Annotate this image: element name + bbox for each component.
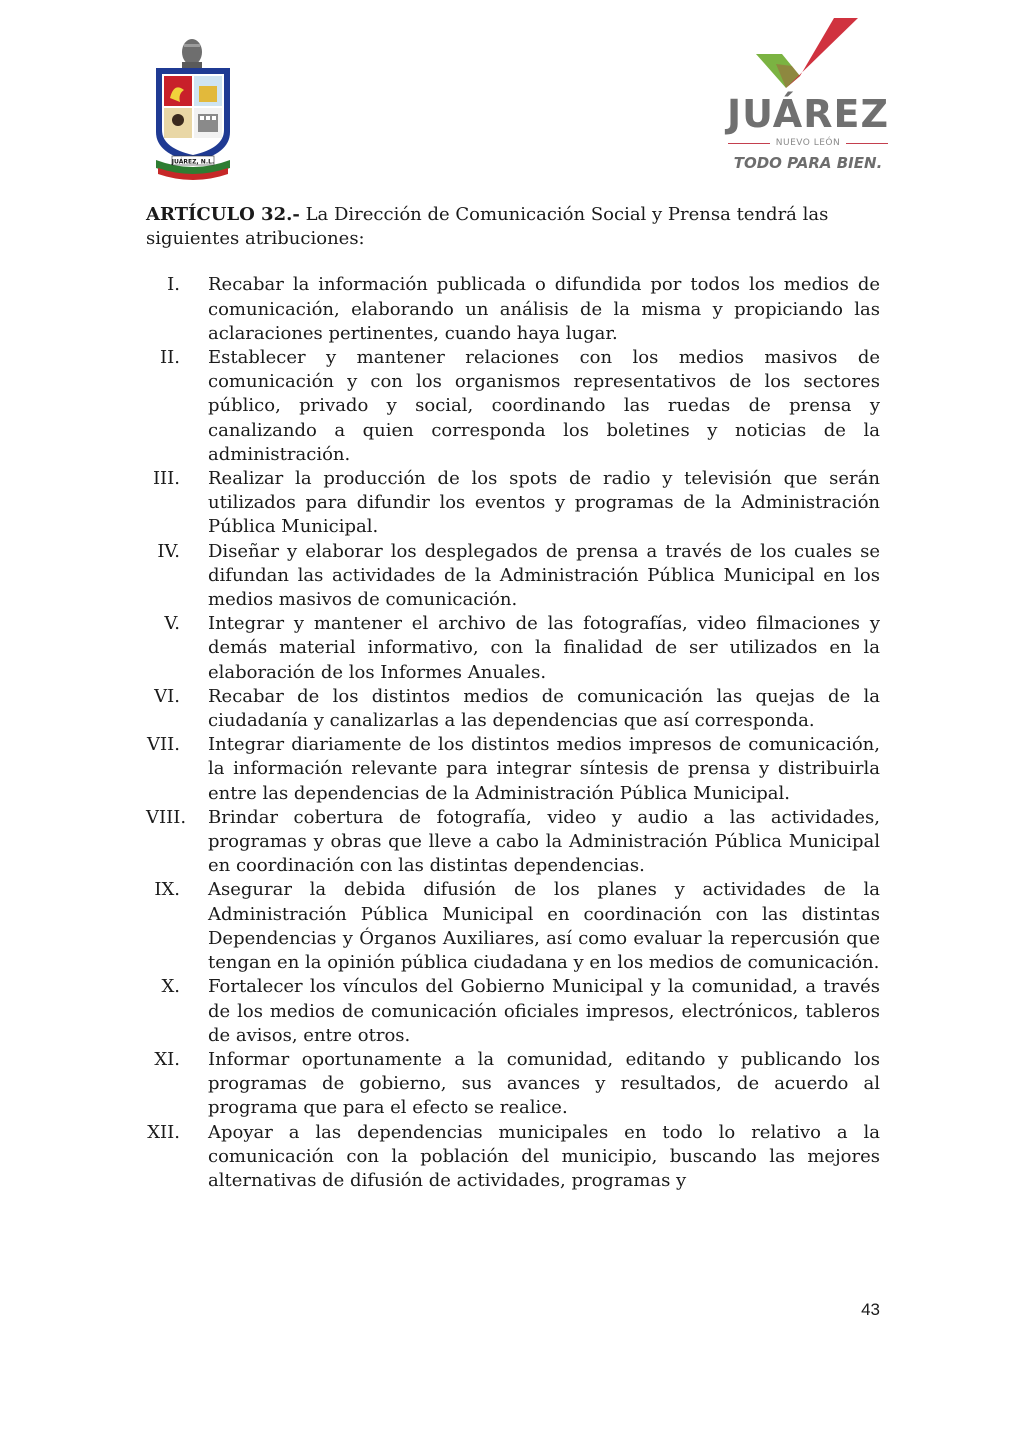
article-intro [146, 203, 880, 251]
coat-of-arms-icon [144, 36, 244, 184]
brand-subtitle-row [716, 136, 900, 150]
item-text: Fortalecer los vínculos del Gobierno Municipal y la comunidad, a través de los medios de comunicación oficiales impresos, electrónicos, tableros de avisos, entre otros. [208, 976, 880, 1046]
item-numeral: XI. [154, 1048, 180, 1070]
item-numeral: V. [164, 613, 180, 635]
article-body [146, 203, 880, 1193]
item-numeral: III. [152, 468, 180, 490]
list-item [146, 273, 880, 346]
item-text: Integrar diariamente de los distintos medios impresos de comunicación, la información relevante para integrar síntesis de prensa y distribuirla entre las dependencias de la Administración Pública Municipal. [208, 734, 880, 804]
item-text: Recabar la información publicada o difundida por todos los medios de comunicación, elaborando un análisis de la misma y propiciando las aclaraciones pertinentes, cuando haya lugar. [208, 274, 880, 344]
item-numeral: I. [167, 274, 180, 296]
item-text: Establecer y mantener relaciones con los medios masivos de comunicación y con los organismos representativos de los sectores público, privado y social, coordinando las ruedas de prensa y canalizando a quien corresponda los boletines y noticias de la administración. [208, 347, 880, 465]
item-text: Recabar de los distintos medios de comunicación las quejas de la ciudadanía y canalizarlas a las dependencias que así corresponda. [208, 685, 880, 732]
list-item [146, 346, 880, 467]
juarez-logo [716, 14, 900, 176]
page-number: 43 [861, 1300, 880, 1319]
item-numeral: VII. [147, 734, 180, 756]
coat-of-arms [144, 36, 244, 184]
list-item [146, 1121, 880, 1194]
list-item [146, 612, 880, 685]
list-item [146, 1048, 880, 1121]
divider [728, 143, 770, 144]
brand-name: JUÁREZ [726, 92, 889, 136]
article-label: ARTÍCULO 32.- [146, 204, 300, 225]
item-text: Brindar cobertura de fotografía, video y audio a las actividades, programas y obras que lleve a cabo la Administración Pública Municipal en coordinación con las distintas dependencias. [208, 806, 880, 877]
item-numeral: VIII. [146, 806, 187, 828]
attributions-list [146, 273, 880, 1193]
item-text: Diseñar y elaborar los desplegados de prensa a través de los cuales se difundan las actividades de la Administración Pública Municipal en los medios masivos de comunicación. [208, 540, 880, 611]
brand-subtitle: NUEVO LEÓN [775, 138, 841, 148]
item-numeral: VI. [154, 685, 180, 707]
list-item [146, 540, 880, 613]
list-item [146, 733, 880, 806]
item-text: Apoyar a las dependencias municipales en todo lo relativo a la comunicación con la población del municipio, buscando las mejores alternativas de difusión de actividades, programas y [208, 1121, 880, 1191]
list-item [146, 975, 880, 1048]
divider [846, 143, 888, 144]
item-text: Informar oportunamente a la comunidad, editando y publicando los programas de gobierno, sus avances y resultados, de acuerdo al programa que para el efecto se realice. [208, 1048, 880, 1119]
list-item [146, 878, 880, 975]
checkmark-logo-icon [716, 14, 900, 94]
item-numeral: IV. [157, 540, 180, 562]
coat-of-arms-text: JUÁREZ, N.L. [171, 158, 215, 166]
article-intro-text: La Dirección de Comunicación Social y Prensa tendrá las siguientes atribuciones: [146, 204, 829, 250]
list-item [146, 806, 880, 879]
item-text: Asegurar la debida difusión de los planes y actividades de la Administración Pública Municipal en coordinación con las distintas Dependencias y Órganos Auxiliares, así como evaluar la repercusión que tengan en la opinión pública ciudadana y en los medios de comunicación. [208, 879, 880, 974]
item-text: Integrar y mantener el archivo de las fotografías, video filmaciones y demás material informativo, con la finalidad de ser utilizados en la elaboración de los Informes Anuales. [208, 613, 880, 683]
item-numeral: II. [160, 347, 180, 369]
item-text: Realizar la producción de los spots de radio y televisión que serán utilizados para difundir los eventos y programas de la Administración Pública Municipal. [208, 468, 880, 538]
item-numeral: XII. [147, 1121, 180, 1143]
item-numeral: IX. [154, 879, 180, 901]
item-numeral: X. [161, 976, 180, 998]
list-item [146, 467, 880, 540]
brand-slogan: TODO PARA BIEN. [733, 154, 883, 172]
list-item [146, 685, 880, 733]
